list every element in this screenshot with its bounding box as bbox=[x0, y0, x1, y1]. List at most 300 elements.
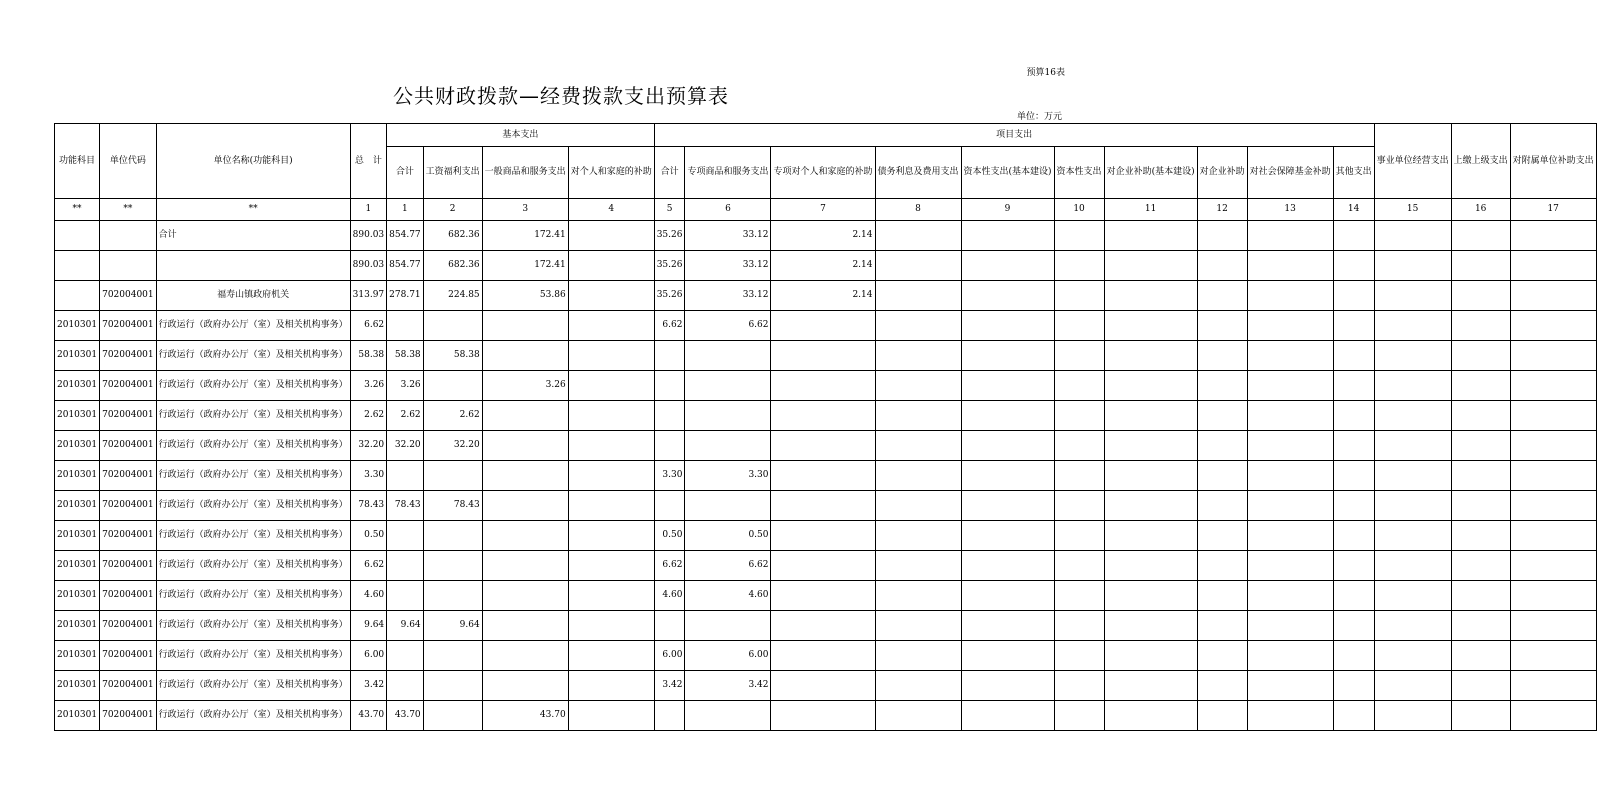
amount-cell bbox=[1247, 581, 1333, 611]
unit-code-cell bbox=[100, 251, 157, 281]
amount-cell bbox=[1374, 221, 1451, 251]
amount-cell bbox=[1247, 281, 1333, 311]
amount-cell bbox=[1247, 551, 1333, 581]
amount-cell bbox=[1104, 431, 1197, 461]
unit-code-cell: 702004001 bbox=[100, 671, 157, 701]
unit-name-cell: 行政运行（政府办公厅（室）及相关机构事务） bbox=[156, 371, 350, 401]
func-subject-cell: 2010301 bbox=[55, 551, 100, 581]
amount-cell bbox=[1333, 221, 1374, 251]
amount-cell bbox=[875, 221, 961, 251]
header-project-social-security: 对社会保障基金补助 bbox=[1247, 147, 1333, 199]
header-basic-wages: 工资福利支出 bbox=[423, 147, 482, 199]
header-project-capital: 资本性支出 bbox=[1054, 147, 1104, 199]
amount-cell: 682.36 bbox=[423, 221, 482, 251]
func-subject-cell: 2010301 bbox=[55, 431, 100, 461]
header-project-group: 项目支出 bbox=[654, 124, 1374, 147]
amount-cell bbox=[423, 581, 482, 611]
table-row bbox=[55, 311, 1597, 341]
table-row bbox=[55, 221, 1597, 251]
unit-code-cell: 702004001 bbox=[100, 611, 157, 641]
amount-cell bbox=[875, 641, 961, 671]
amount-cell bbox=[1510, 371, 1596, 401]
func-subject-cell: 2010301 bbox=[55, 641, 100, 671]
amount-cell bbox=[1451, 431, 1510, 461]
amount-cell bbox=[875, 311, 961, 341]
amount-cell bbox=[1104, 371, 1197, 401]
amount-cell bbox=[568, 311, 654, 341]
amount-cell bbox=[1374, 311, 1451, 341]
amount-cell bbox=[568, 611, 654, 641]
amount-cell bbox=[1104, 701, 1197, 731]
unit-name-cell: 行政运行（政府办公厅（室）及相关机构事务） bbox=[156, 491, 350, 521]
header-project-goods: 专项商品和服务支出 bbox=[685, 147, 771, 199]
amount-cell bbox=[685, 401, 771, 431]
amount-cell: 0.50 bbox=[350, 521, 387, 551]
table-row bbox=[55, 701, 1597, 731]
amount-cell bbox=[1374, 611, 1451, 641]
amount-cell bbox=[1451, 221, 1510, 251]
amount-cell bbox=[423, 311, 482, 341]
amount-cell bbox=[771, 521, 875, 551]
amount-cell bbox=[568, 401, 654, 431]
amount-cell bbox=[568, 671, 654, 701]
table-row bbox=[55, 341, 1597, 371]
amount-cell: 43.70 bbox=[482, 701, 568, 731]
amount-cell bbox=[771, 371, 875, 401]
column-number: ** bbox=[100, 199, 157, 221]
amount-cell bbox=[961, 311, 1054, 341]
amount-cell: 890.03 bbox=[350, 251, 387, 281]
amount-cell bbox=[1510, 251, 1596, 281]
amount-cell bbox=[568, 461, 654, 491]
func-subject-cell: 2010301 bbox=[55, 401, 100, 431]
func-subject-cell: 2010301 bbox=[55, 671, 100, 701]
amount-cell bbox=[1104, 401, 1197, 431]
amount-cell: 4.60 bbox=[685, 581, 771, 611]
amount-cell bbox=[654, 491, 685, 521]
amount-cell bbox=[482, 611, 568, 641]
amount-cell bbox=[1104, 641, 1197, 671]
amount-cell bbox=[1054, 611, 1104, 641]
table-row bbox=[55, 401, 1597, 431]
func-subject-cell: 2010301 bbox=[55, 611, 100, 641]
amount-cell bbox=[1054, 641, 1104, 671]
amount-cell bbox=[1247, 251, 1333, 281]
amount-cell bbox=[1374, 701, 1451, 731]
amount-cell: 6.00 bbox=[350, 641, 387, 671]
amount-cell bbox=[387, 461, 424, 491]
column-number: 10 bbox=[1054, 199, 1104, 221]
unit-code-cell: 702004001 bbox=[100, 281, 157, 311]
header-project-personal: 专项对个人和家庭的补助 bbox=[771, 147, 875, 199]
amount-cell: 9.64 bbox=[350, 611, 387, 641]
header-project-total: 合计 bbox=[654, 147, 685, 199]
amount-cell bbox=[961, 611, 1054, 641]
amount-cell: 6.62 bbox=[350, 311, 387, 341]
amount-cell bbox=[1054, 701, 1104, 731]
amount-cell bbox=[1197, 521, 1247, 551]
amount-cell: 35.26 bbox=[654, 281, 685, 311]
amount-cell bbox=[568, 341, 654, 371]
amount-cell bbox=[961, 701, 1054, 731]
amount-cell bbox=[1510, 281, 1596, 311]
amount-cell bbox=[1197, 671, 1247, 701]
table-row bbox=[55, 371, 1597, 401]
amount-cell: 32.20 bbox=[350, 431, 387, 461]
column-number: ** bbox=[55, 199, 100, 221]
amount-cell bbox=[1104, 281, 1197, 311]
amount-cell bbox=[482, 671, 568, 701]
amount-cell bbox=[875, 551, 961, 581]
amount-cell bbox=[387, 551, 424, 581]
amount-cell bbox=[1247, 371, 1333, 401]
column-number: 15 bbox=[1374, 199, 1451, 221]
amount-cell bbox=[1451, 611, 1510, 641]
amount-cell: 3.42 bbox=[685, 671, 771, 701]
amount-cell bbox=[423, 641, 482, 671]
unit-name-cell: 行政运行（政府办公厅（室）及相关机构事务） bbox=[156, 461, 350, 491]
amount-cell bbox=[1333, 581, 1374, 611]
amount-cell: 2.62 bbox=[423, 401, 482, 431]
amount-cell bbox=[771, 551, 875, 581]
amount-cell bbox=[1197, 701, 1247, 731]
amount-cell bbox=[482, 431, 568, 461]
unit-code-cell: 702004001 bbox=[100, 431, 157, 461]
amount-cell bbox=[875, 461, 961, 491]
amount-cell: 58.38 bbox=[423, 341, 482, 371]
table-header bbox=[55, 124, 1597, 221]
column-number: 1 bbox=[387, 199, 424, 221]
amount-cell bbox=[1197, 311, 1247, 341]
amount-cell bbox=[961, 251, 1054, 281]
amount-cell bbox=[961, 431, 1054, 461]
header-basic-goods: 一般商品和服务支出 bbox=[482, 147, 568, 199]
amount-cell bbox=[1247, 401, 1333, 431]
amount-cell bbox=[654, 341, 685, 371]
amount-cell bbox=[1510, 701, 1596, 731]
amount-cell bbox=[1247, 611, 1333, 641]
amount-cell bbox=[1197, 251, 1247, 281]
table-row bbox=[55, 281, 1597, 311]
amount-cell bbox=[685, 491, 771, 521]
amount-cell bbox=[771, 581, 875, 611]
header-basic-total: 合计 bbox=[387, 147, 424, 199]
func-subject-cell: 2010301 bbox=[55, 461, 100, 491]
amount-cell bbox=[1451, 401, 1510, 431]
amount-cell bbox=[654, 401, 685, 431]
amount-cell bbox=[1104, 491, 1197, 521]
unit-code-cell: 702004001 bbox=[100, 401, 157, 431]
table-row bbox=[55, 251, 1597, 281]
amount-cell bbox=[961, 401, 1054, 431]
amount-cell: 32.20 bbox=[387, 431, 424, 461]
amount-cell bbox=[961, 341, 1054, 371]
amount-cell bbox=[961, 221, 1054, 251]
func-subject-cell: 2010301 bbox=[55, 311, 100, 341]
amount-cell bbox=[568, 371, 654, 401]
amount-cell bbox=[1451, 461, 1510, 491]
amount-cell bbox=[685, 341, 771, 371]
amount-cell: 0.50 bbox=[654, 521, 685, 551]
amount-cell: 4.60 bbox=[654, 581, 685, 611]
amount-cell bbox=[875, 341, 961, 371]
amount-cell bbox=[771, 311, 875, 341]
amount-cell bbox=[875, 371, 961, 401]
unit-code-cell: 702004001 bbox=[100, 521, 157, 551]
amount-cell: 682.36 bbox=[423, 251, 482, 281]
amount-cell: 3.26 bbox=[350, 371, 387, 401]
amount-cell bbox=[771, 491, 875, 521]
amount-cell: 278.71 bbox=[387, 281, 424, 311]
amount-cell bbox=[1197, 371, 1247, 401]
amount-cell bbox=[1510, 461, 1596, 491]
amount-cell bbox=[1333, 401, 1374, 431]
amount-cell bbox=[654, 371, 685, 401]
amount-cell bbox=[1247, 431, 1333, 461]
amount-cell bbox=[875, 521, 961, 551]
amount-cell bbox=[961, 461, 1054, 491]
amount-cell bbox=[1333, 311, 1374, 341]
amount-cell bbox=[685, 431, 771, 461]
amount-cell: 78.43 bbox=[423, 491, 482, 521]
amount-cell: 33.12 bbox=[685, 251, 771, 281]
amount-cell bbox=[1333, 251, 1374, 281]
amount-cell bbox=[1374, 371, 1451, 401]
amount-cell bbox=[1333, 701, 1374, 731]
amount-cell bbox=[482, 401, 568, 431]
amount-cell bbox=[1451, 311, 1510, 341]
unit-code-cell: 702004001 bbox=[100, 551, 157, 581]
unit-name-cell: 行政运行（政府办公厅（室）及相关机构事务） bbox=[156, 521, 350, 551]
unit-code-cell: 702004001 bbox=[100, 491, 157, 521]
amount-cell bbox=[568, 521, 654, 551]
amount-cell bbox=[1054, 521, 1104, 551]
amount-cell: 3.42 bbox=[654, 671, 685, 701]
unit-name-cell: 行政运行（政府办公厅（室）及相关机构事务） bbox=[156, 701, 350, 731]
amount-cell: 890.03 bbox=[350, 221, 387, 251]
amount-cell bbox=[1247, 311, 1333, 341]
amount-cell bbox=[1451, 371, 1510, 401]
amount-cell bbox=[568, 251, 654, 281]
amount-cell bbox=[568, 281, 654, 311]
amount-cell bbox=[1510, 671, 1596, 701]
unit-name-cell: 行政运行（政府办公厅（室）及相关机构事务） bbox=[156, 341, 350, 371]
table-row bbox=[55, 671, 1597, 701]
unit-label: 单位：万元 bbox=[1016, 112, 1062, 122]
amount-cell bbox=[961, 581, 1054, 611]
amount-cell bbox=[654, 701, 685, 731]
amount-cell bbox=[1247, 461, 1333, 491]
amount-cell: 6.00 bbox=[685, 641, 771, 671]
amount-cell bbox=[1374, 521, 1451, 551]
amount-cell bbox=[875, 401, 961, 431]
amount-cell bbox=[482, 311, 568, 341]
unit-name-cell bbox=[156, 251, 350, 281]
amount-cell bbox=[423, 701, 482, 731]
amount-cell: 58.38 bbox=[350, 341, 387, 371]
amount-cell bbox=[482, 581, 568, 611]
amount-cell bbox=[1333, 671, 1374, 701]
amount-cell bbox=[1374, 581, 1451, 611]
amount-cell bbox=[1054, 341, 1104, 371]
amount-cell bbox=[1374, 401, 1451, 431]
header-project-capital-construction: 资本性支出(基本建设) bbox=[961, 147, 1054, 199]
amount-cell bbox=[961, 641, 1054, 671]
amount-cell: 6.62 bbox=[654, 551, 685, 581]
column-number: 16 bbox=[1451, 199, 1510, 221]
amount-cell bbox=[387, 641, 424, 671]
amount-cell bbox=[1247, 491, 1333, 521]
amount-cell bbox=[1247, 341, 1333, 371]
amount-cell: 224.85 bbox=[423, 281, 482, 311]
amount-cell bbox=[1374, 461, 1451, 491]
header-unit-name: 单位名称(功能科目) bbox=[156, 124, 350, 199]
amount-cell bbox=[1054, 221, 1104, 251]
amount-cell bbox=[423, 671, 482, 701]
amount-cell bbox=[568, 641, 654, 671]
header-basic-personal: 对个人和家庭的补助 bbox=[568, 147, 654, 199]
column-number: 3 bbox=[482, 199, 568, 221]
column-number: 8 bbox=[875, 199, 961, 221]
amount-cell bbox=[1104, 581, 1197, 611]
amount-cell bbox=[1197, 551, 1247, 581]
amount-cell bbox=[1451, 521, 1510, 551]
amount-cell bbox=[771, 671, 875, 701]
amount-cell bbox=[1451, 671, 1510, 701]
amount-cell: 43.70 bbox=[387, 701, 424, 731]
amount-cell bbox=[1333, 521, 1374, 551]
amount-cell bbox=[1054, 461, 1104, 491]
amount-cell bbox=[1374, 431, 1451, 461]
table-row bbox=[55, 611, 1597, 641]
amount-cell: 53.86 bbox=[482, 281, 568, 311]
amount-cell: 3.42 bbox=[350, 671, 387, 701]
header-career: 事业单位经营支出 bbox=[1374, 124, 1451, 199]
amount-cell: 854.77 bbox=[387, 251, 424, 281]
header-upper: 上缴上级支出 bbox=[1451, 124, 1510, 199]
amount-cell bbox=[568, 701, 654, 731]
amount-cell bbox=[1197, 491, 1247, 521]
header-project-other: 其他支出 bbox=[1333, 147, 1374, 199]
amount-cell bbox=[875, 491, 961, 521]
amount-cell: 6.62 bbox=[685, 311, 771, 341]
amount-cell bbox=[1333, 341, 1374, 371]
amount-cell bbox=[1247, 221, 1333, 251]
amount-cell bbox=[1510, 341, 1596, 371]
amount-cell bbox=[1333, 461, 1374, 491]
amount-cell bbox=[1451, 281, 1510, 311]
amount-cell: 78.43 bbox=[387, 491, 424, 521]
table-row bbox=[55, 641, 1597, 671]
func-subject-cell: 2010301 bbox=[55, 371, 100, 401]
amount-cell: 2.14 bbox=[771, 221, 875, 251]
amount-cell bbox=[1104, 611, 1197, 641]
amount-cell bbox=[1451, 251, 1510, 281]
amount-cell: 172.41 bbox=[482, 251, 568, 281]
amount-cell: 2.14 bbox=[771, 281, 875, 311]
amount-cell bbox=[1197, 281, 1247, 311]
amount-cell bbox=[1451, 551, 1510, 581]
amount-cell bbox=[1374, 251, 1451, 281]
amount-cell bbox=[482, 341, 568, 371]
amount-cell bbox=[685, 371, 771, 401]
amount-cell: 172.41 bbox=[482, 221, 568, 251]
table-row bbox=[55, 521, 1597, 551]
budget-table bbox=[54, 123, 1597, 731]
amount-cell bbox=[482, 641, 568, 671]
header-total: 总 计 bbox=[350, 124, 387, 199]
func-subject-cell: 2010301 bbox=[55, 491, 100, 521]
table-row bbox=[55, 461, 1597, 491]
func-subject-cell: 2010301 bbox=[55, 521, 100, 551]
amount-cell bbox=[654, 431, 685, 461]
unit-code-cell: 702004001 bbox=[100, 341, 157, 371]
amount-cell bbox=[387, 521, 424, 551]
unit-name-cell: 福寿山镇政府机关 bbox=[156, 281, 350, 311]
amount-cell bbox=[685, 611, 771, 641]
amount-cell bbox=[1197, 581, 1247, 611]
column-number: 6 bbox=[685, 199, 771, 221]
header-project-debt: 债务利息及费用支出 bbox=[875, 147, 961, 199]
amount-cell bbox=[1054, 281, 1104, 311]
amount-cell bbox=[1451, 491, 1510, 521]
amount-cell bbox=[1197, 611, 1247, 641]
amount-cell bbox=[1333, 641, 1374, 671]
amount-cell bbox=[1510, 611, 1596, 641]
amount-cell bbox=[1054, 371, 1104, 401]
unit-name-cell: 行政运行（政府办公厅（室）及相关机构事务） bbox=[156, 671, 350, 701]
column-number: ** bbox=[156, 199, 350, 221]
unit-name-cell: 行政运行（政府办公厅（室）及相关机构事务） bbox=[156, 641, 350, 671]
amount-cell: 32.20 bbox=[423, 431, 482, 461]
func-subject-cell bbox=[55, 221, 100, 251]
column-number: 7 bbox=[771, 199, 875, 221]
amount-cell: 3.26 bbox=[482, 371, 568, 401]
amount-cell bbox=[1451, 581, 1510, 611]
amount-cell bbox=[568, 551, 654, 581]
amount-cell bbox=[1510, 641, 1596, 671]
amount-cell: 33.12 bbox=[685, 221, 771, 251]
table-row bbox=[55, 551, 1597, 581]
unit-name-cell: 行政运行（政府办公厅（室）及相关机构事务） bbox=[156, 431, 350, 461]
amount-cell bbox=[568, 491, 654, 521]
amount-cell bbox=[1197, 401, 1247, 431]
amount-cell bbox=[1510, 521, 1596, 551]
amount-cell: 78.43 bbox=[350, 491, 387, 521]
func-subject-cell: 2010301 bbox=[55, 341, 100, 371]
amount-cell bbox=[1333, 281, 1374, 311]
column-number: 4 bbox=[568, 199, 654, 221]
amount-cell bbox=[771, 611, 875, 641]
amount-cell bbox=[771, 641, 875, 671]
amount-cell bbox=[1374, 641, 1451, 671]
amount-cell bbox=[1197, 221, 1247, 251]
amount-cell bbox=[1054, 581, 1104, 611]
amount-cell bbox=[1510, 401, 1596, 431]
func-subject-cell bbox=[55, 251, 100, 281]
table-body bbox=[55, 221, 1597, 731]
amount-cell bbox=[1104, 311, 1197, 341]
amount-cell bbox=[1451, 701, 1510, 731]
amount-cell: 4.60 bbox=[350, 581, 387, 611]
amount-cell: 2.14 bbox=[771, 251, 875, 281]
unit-code-cell: 702004001 bbox=[100, 461, 157, 491]
amount-cell bbox=[961, 371, 1054, 401]
amount-cell bbox=[875, 251, 961, 281]
amount-cell bbox=[1197, 461, 1247, 491]
unit-code-cell: 702004001 bbox=[100, 581, 157, 611]
amount-cell bbox=[1104, 551, 1197, 581]
